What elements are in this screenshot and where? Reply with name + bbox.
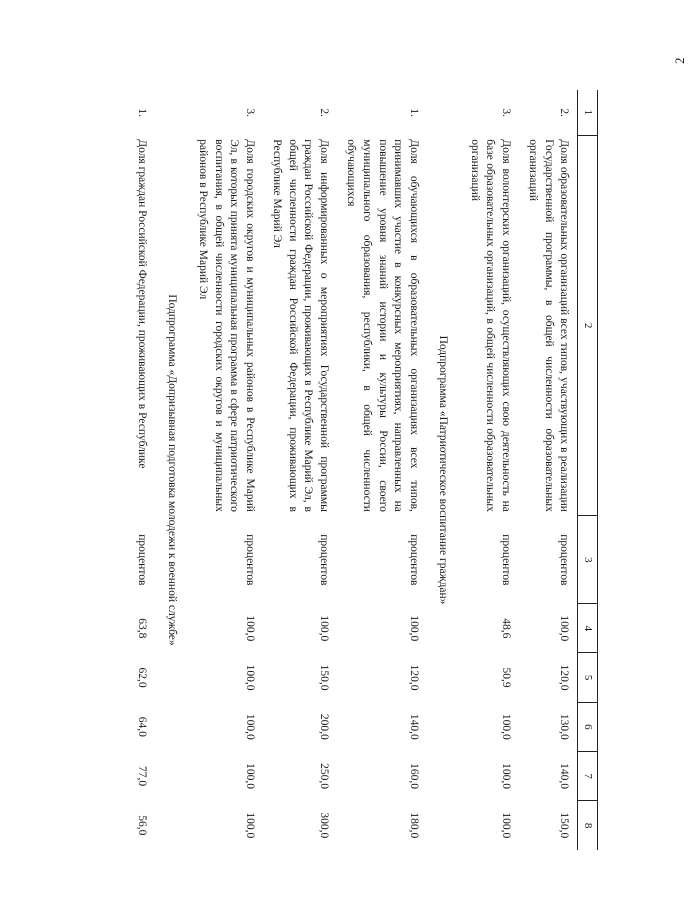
value-cell: 120,0 <box>407 664 420 691</box>
value-cell: 48,6 <box>499 618 512 639</box>
value-cell: 130,0 <box>558 713 571 740</box>
value-cell: 100,0 <box>499 713 512 740</box>
indicator-name: Доля граждан Российской Федерации, проживающих в Республике <box>136 139 149 469</box>
header-cell: 5 <box>578 653 598 702</box>
value-cell: 100,0 <box>558 615 571 642</box>
value-cell: 100,0 <box>317 615 330 642</box>
row-number: 2. <box>317 108 330 117</box>
value-cell: 100,0 <box>243 664 256 691</box>
value-cell: 56,0 <box>136 815 149 836</box>
value-cell: 63,8 <box>136 618 149 639</box>
row-number: 1. <box>407 108 420 117</box>
row-number: 1. <box>136 108 149 117</box>
table-header-row <box>578 90 598 850</box>
unit-cell: процентов <box>136 534 149 586</box>
value-cell: 100,0 <box>407 615 420 642</box>
indicator-name: Доля волонтерских организаций, осуществляющих свою деятельность на базе образовательных организаций, в общей численности образовательных организаций <box>468 139 512 512</box>
page-number: 2 <box>672 57 687 64</box>
value-cell: 100,0 <box>243 763 256 789</box>
indicator-name: Доля образовательных организаций всех типов, участвующих в реализации Государственной программы, в общей численности образовательных организаций <box>527 139 571 512</box>
subprogram-heading-row <box>427 90 461 850</box>
table-row <box>519 90 578 850</box>
indicator-name: Доля городских округов и муниципальных районов в Республике Марий Эл, в которых принята муниципальная программа в сфере патриотического воспитания, в общей численности городских округов и муниципальных районов в Республике Марий Эл <box>197 139 256 512</box>
value-cell: 180,0 <box>407 812 420 839</box>
value-cell: 100,0 <box>499 763 512 789</box>
unit-cell: процентов <box>558 534 571 586</box>
value-cell: 300,0 <box>317 812 330 839</box>
value-cell: 200,0 <box>317 713 330 740</box>
header-cell: 4 <box>578 604 598 653</box>
indicator-name: Доля обучающихся в образовательных организациях всех типов, принимавших участие в конкурсных мероприятиях, направленных на повышение уровня знаний истории и культуры России, своего муниципального образования, республики, в общей численности обучающихся <box>345 139 420 512</box>
header-cell: 2 <box>578 135 598 516</box>
table-row <box>460 90 519 850</box>
header-cell: 7 <box>578 751 598 800</box>
value-cell: 140,0 <box>407 713 420 740</box>
unit-cell: процентов <box>407 534 420 586</box>
row-number: 3. <box>243 108 256 117</box>
unit-cell: процентов <box>243 534 256 586</box>
table-body <box>128 90 578 850</box>
value-cell: 160,0 <box>407 763 420 789</box>
header-cell: 8 <box>578 801 598 850</box>
unit-cell: процентов <box>317 534 330 586</box>
value-cell: 140,0 <box>558 763 571 789</box>
unit-cell: процентов <box>499 534 512 586</box>
indicators-table <box>128 90 598 850</box>
indicator-name: Доля информированных о мероприятиях Государственной программы граждан Российской Федерации, проживающих в Республике Марий Эл, в общей численности граждан Российской Федерации, проживающих в Республике Марий Эл <box>271 139 330 512</box>
table-row <box>337 90 427 850</box>
value-cell: 77,0 <box>136 766 149 787</box>
document-sheet <box>138 90 598 850</box>
value-cell: 50,9 <box>499 667 512 688</box>
value-cell: 100,0 <box>243 812 256 839</box>
subprogram-heading: Подпрограмма «Патриотическое воспитание граждан» <box>437 335 450 605</box>
value-cell: 100,0 <box>243 713 256 740</box>
header-cell: 1 <box>578 90 598 135</box>
value-cell: 62,0 <box>136 667 149 688</box>
value-cell: 120,0 <box>558 664 571 691</box>
header-cell: 3 <box>578 516 598 604</box>
row-number: 3. <box>499 108 512 117</box>
value-cell: 100,0 <box>243 615 256 642</box>
header-cell: 6 <box>578 702 598 751</box>
table-row <box>189 90 263 850</box>
value-cell: 150,0 <box>317 664 330 691</box>
value-cell: 64,0 <box>136 716 149 737</box>
row-number: 2. <box>558 108 571 117</box>
value-cell: 150,0 <box>558 812 571 839</box>
subprogram-heading-row <box>155 90 189 850</box>
value-cell: 250,0 <box>317 763 330 789</box>
table-row <box>263 90 337 850</box>
table-row <box>128 90 156 850</box>
subprogram-heading: Подпрограмма «Допризывная подготовка молодежи к военной службе» <box>165 294 178 646</box>
value-cell: 100,0 <box>499 812 512 839</box>
